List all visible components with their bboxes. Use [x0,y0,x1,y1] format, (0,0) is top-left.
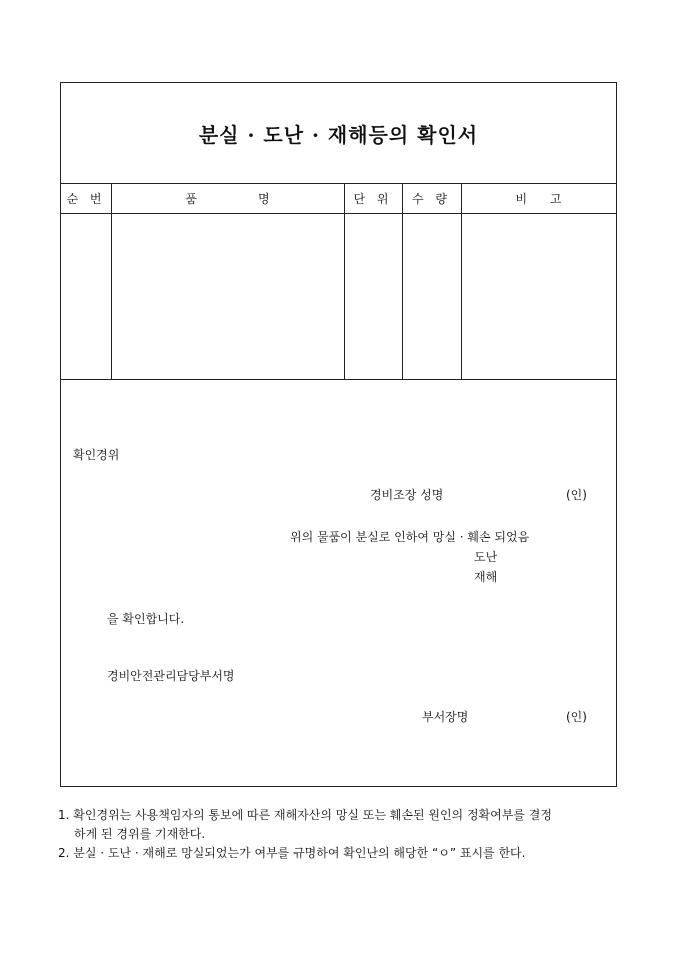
guard-leader-name-label: 경비조장 성명 [370,488,444,502]
table-body [61,214,616,380]
note-line: 1. 확인경위는 사용책임자의 통보에 따른 재해자산의 망실 또는 훼손된 원인의 정확여부를 결정 [58,808,552,822]
column-divider [461,184,462,380]
note-line: 2. 분실 · 도난 · 재해로 망실되었는가 여부를 규명하여 확인난의 해당한 “ㅇ” 표시를 한다. [58,846,526,860]
header-remark: 비 고 [515,192,562,206]
department-name-label: 경비안전관리담당부서명 [107,669,235,683]
statement-text: 위의 물품이 분실로 인하여 망실 · 훼손 되었음 [290,530,530,544]
header-item: 품 명 [185,192,270,206]
column-divider [111,184,112,380]
seal-mark: (인) [566,488,587,502]
header-seq: 순 번 [66,192,106,206]
header-qty: 수 량 [412,192,451,206]
note-line: 하게 된 경위를 기재한다. [74,827,206,841]
notes [58,806,628,863]
column-divider [344,184,345,380]
table-header-row [61,184,616,214]
alternative-theft: 도난 [474,550,498,564]
confirmation-form [60,82,617,787]
header-unit: 단 위 [353,192,393,206]
form-title: 분실 · 도난 · 재해등의 확인서 [198,122,479,147]
department-head-label: 부서장명 [422,710,469,724]
seal-mark: (인) [566,710,587,724]
column-divider [402,184,403,380]
title-area [61,83,616,184]
confirm-section-label: 확인경위 [73,448,120,462]
alternative-disaster: 재해 [474,570,498,584]
confirm-text: 을 확인합니다. [107,612,185,626]
